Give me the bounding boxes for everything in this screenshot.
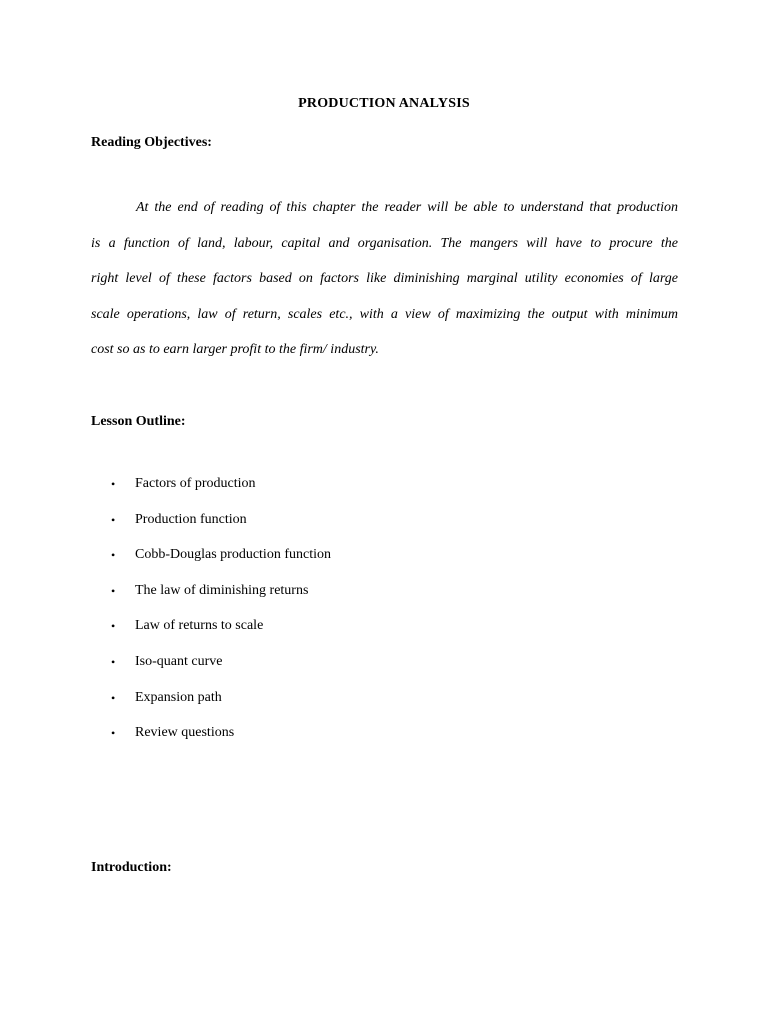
bullet-icon: • [111, 726, 116, 741]
paragraph-line: cost so as to earn larger profit to the firm/ industry. [91, 342, 379, 358]
page-title: PRODUCTION ANALYSIS [298, 96, 470, 111]
reading-objectives-paragraph [91, 190, 678, 368]
list-item-label: Law of returns to scale [135, 618, 264, 634]
bullet-icon: • [111, 690, 116, 705]
list-item-label: Production function [135, 511, 247, 527]
bullet-icon: • [111, 477, 116, 491]
paragraph-line: right level of these factors based on factors like diminishing marginal utility economies of large [91, 271, 678, 287]
paragraph-line: At the end of reading of this chapter the reader will be able to understand that production [136, 200, 678, 215]
list-item-label: Expansion path [135, 689, 222, 705]
list-item-label: Factors of production [135, 476, 256, 491]
introduction-heading: Introduction: [91, 860, 172, 875]
reading-objectives-heading: Reading Objectives: [91, 135, 212, 150]
bullet-icon: • [111, 619, 116, 634]
list-item-label: Cobb-Douglas production function [135, 547, 331, 563]
lesson-outline-heading: Lesson Outline: [91, 414, 186, 429]
bullet-icon: • [111, 512, 116, 527]
paragraph-line: is a function of land, labour, capital and organisation. The mangers will have to procure the [91, 235, 678, 251]
list-item-label: The law of diminishing returns [135, 582, 309, 598]
paragraph-line: scale operations, law of return, scales etc., with a view of maximizing the output with minimum [91, 306, 678, 322]
list-item-label: Review questions [135, 725, 235, 741]
bullet-icon: • [111, 654, 116, 669]
bullet-icon: • [111, 548, 116, 563]
list-item-label: Iso-quant curve [135, 653, 223, 669]
bullet-icon: • [111, 583, 116, 598]
